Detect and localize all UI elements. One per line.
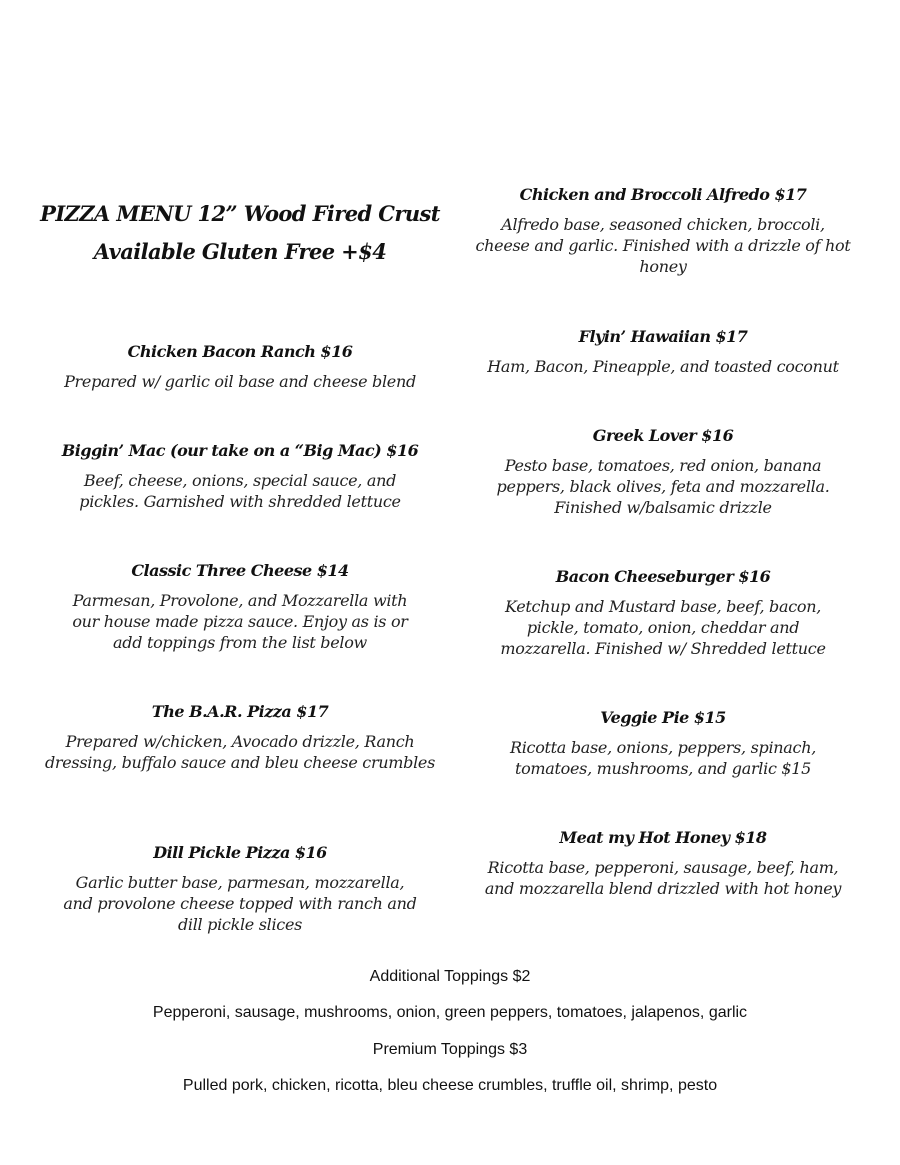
- item-name: Meat my Hot Honey $18: [559, 828, 767, 847]
- item-description: Ketchup and Mustard base, beef, bacon, pickle, tomato, onion, cheddar and mozzarella. Finished w/ Shredded lettuce: [500, 597, 826, 658]
- premium-toppings-heading: Premium Toppings $3: [372, 1041, 528, 1058]
- item-name: Classic Three Cheese $14: [131, 561, 349, 580]
- item-name: Veggie Pie $15: [600, 708, 726, 727]
- menu-item-bar-pizza: [40, 701, 440, 773]
- menu-item-dill-pickle-pizza: [40, 842, 440, 935]
- menu-item-greek-lover: [463, 425, 863, 518]
- item-description: Ricotta base, onions, peppers, spinach, tomatoes, mushrooms, and garlic $15: [509, 738, 816, 778]
- item-name: Flyin’ Hawaiian $17: [578, 327, 748, 346]
- menu-item-biggin-mac: [40, 440, 440, 512]
- additional-toppings-heading: Additional Toppings $2: [369, 968, 531, 985]
- item-name: Biggin’ Mac (our take on a “Big Mac) $16: [61, 441, 419, 460]
- menu-item-veggie-pie: [463, 707, 863, 779]
- menu-item-flyin-hawaiian: [463, 326, 863, 377]
- item-name: Dill Pickle Pizza $16: [153, 843, 327, 862]
- menu-item-meat-my-hot-honey: [463, 827, 863, 899]
- menu-title: [40, 195, 440, 271]
- item-description: Beef, cheese, onions, special sauce, and pickles. Garnished with shredded lettuce: [79, 471, 401, 511]
- item-description: Garlic butter base, parmesan, mozzarella, and provolone cheese topped with ranch and dill pickle slices: [63, 873, 417, 934]
- menu-title-line1: PIZZA MENU 12” Wood Fired Crust: [40, 201, 440, 226]
- item-description: Alfredo base, seasoned chicken, broccoli, cheese and garlic. Finished with a drizzle of hot honey: [475, 215, 851, 276]
- item-description: Ham, Bacon, Pineapple, and toasted coconut: [487, 357, 839, 376]
- item-description: Ricotta base, pepperoni, sausage, beef, ham, and mozzarella blend drizzled with hot honey: [484, 858, 842, 898]
- menu-item-classic-three-cheese: [40, 560, 440, 653]
- item-description: Parmesan, Provolone, and Mozzarella with our house made pizza sauce. Enjoy as is or add toppings from the list below: [72, 591, 408, 652]
- menu-title-line2: Available Gluten Free +$4: [93, 239, 387, 264]
- item-name: Chicken Bacon Ranch $16: [127, 342, 353, 361]
- item-description: Pesto base, tomatoes, red onion, banana peppers, black olives, feta and mozzarella. Finished w/balsamic drizzle: [496, 456, 830, 517]
- item-description: Prepared w/ garlic oil base and cheese blend: [64, 372, 416, 391]
- item-name: Chicken and Broccoli Alfredo $17: [519, 185, 807, 204]
- menu-item-chicken-broccoli-alfredo: [463, 184, 863, 277]
- menu-item-chicken-bacon-ranch: [40, 341, 440, 392]
- additional-toppings-list: Pepperoni, sausage, mushrooms, onion, green peppers, tomatoes, jalapenos, garlic: [152, 1004, 748, 1021]
- menu-item-bacon-cheeseburger: [463, 566, 863, 659]
- item-name: Greek Lover $16: [592, 426, 734, 445]
- item-description: Prepared w/chicken, Avocado drizzle, Ranch dressing, buffalo sauce and bleu cheese crumbles: [44, 732, 436, 772]
- premium-toppings-list: Pulled pork, chicken, ricotta, bleu cheese crumbles, truffle oil, shrimp, pesto: [182, 1077, 718, 1094]
- item-name: The B.A.R. Pizza $17: [151, 702, 329, 721]
- item-name: Bacon Cheeseburger $16: [555, 567, 771, 586]
